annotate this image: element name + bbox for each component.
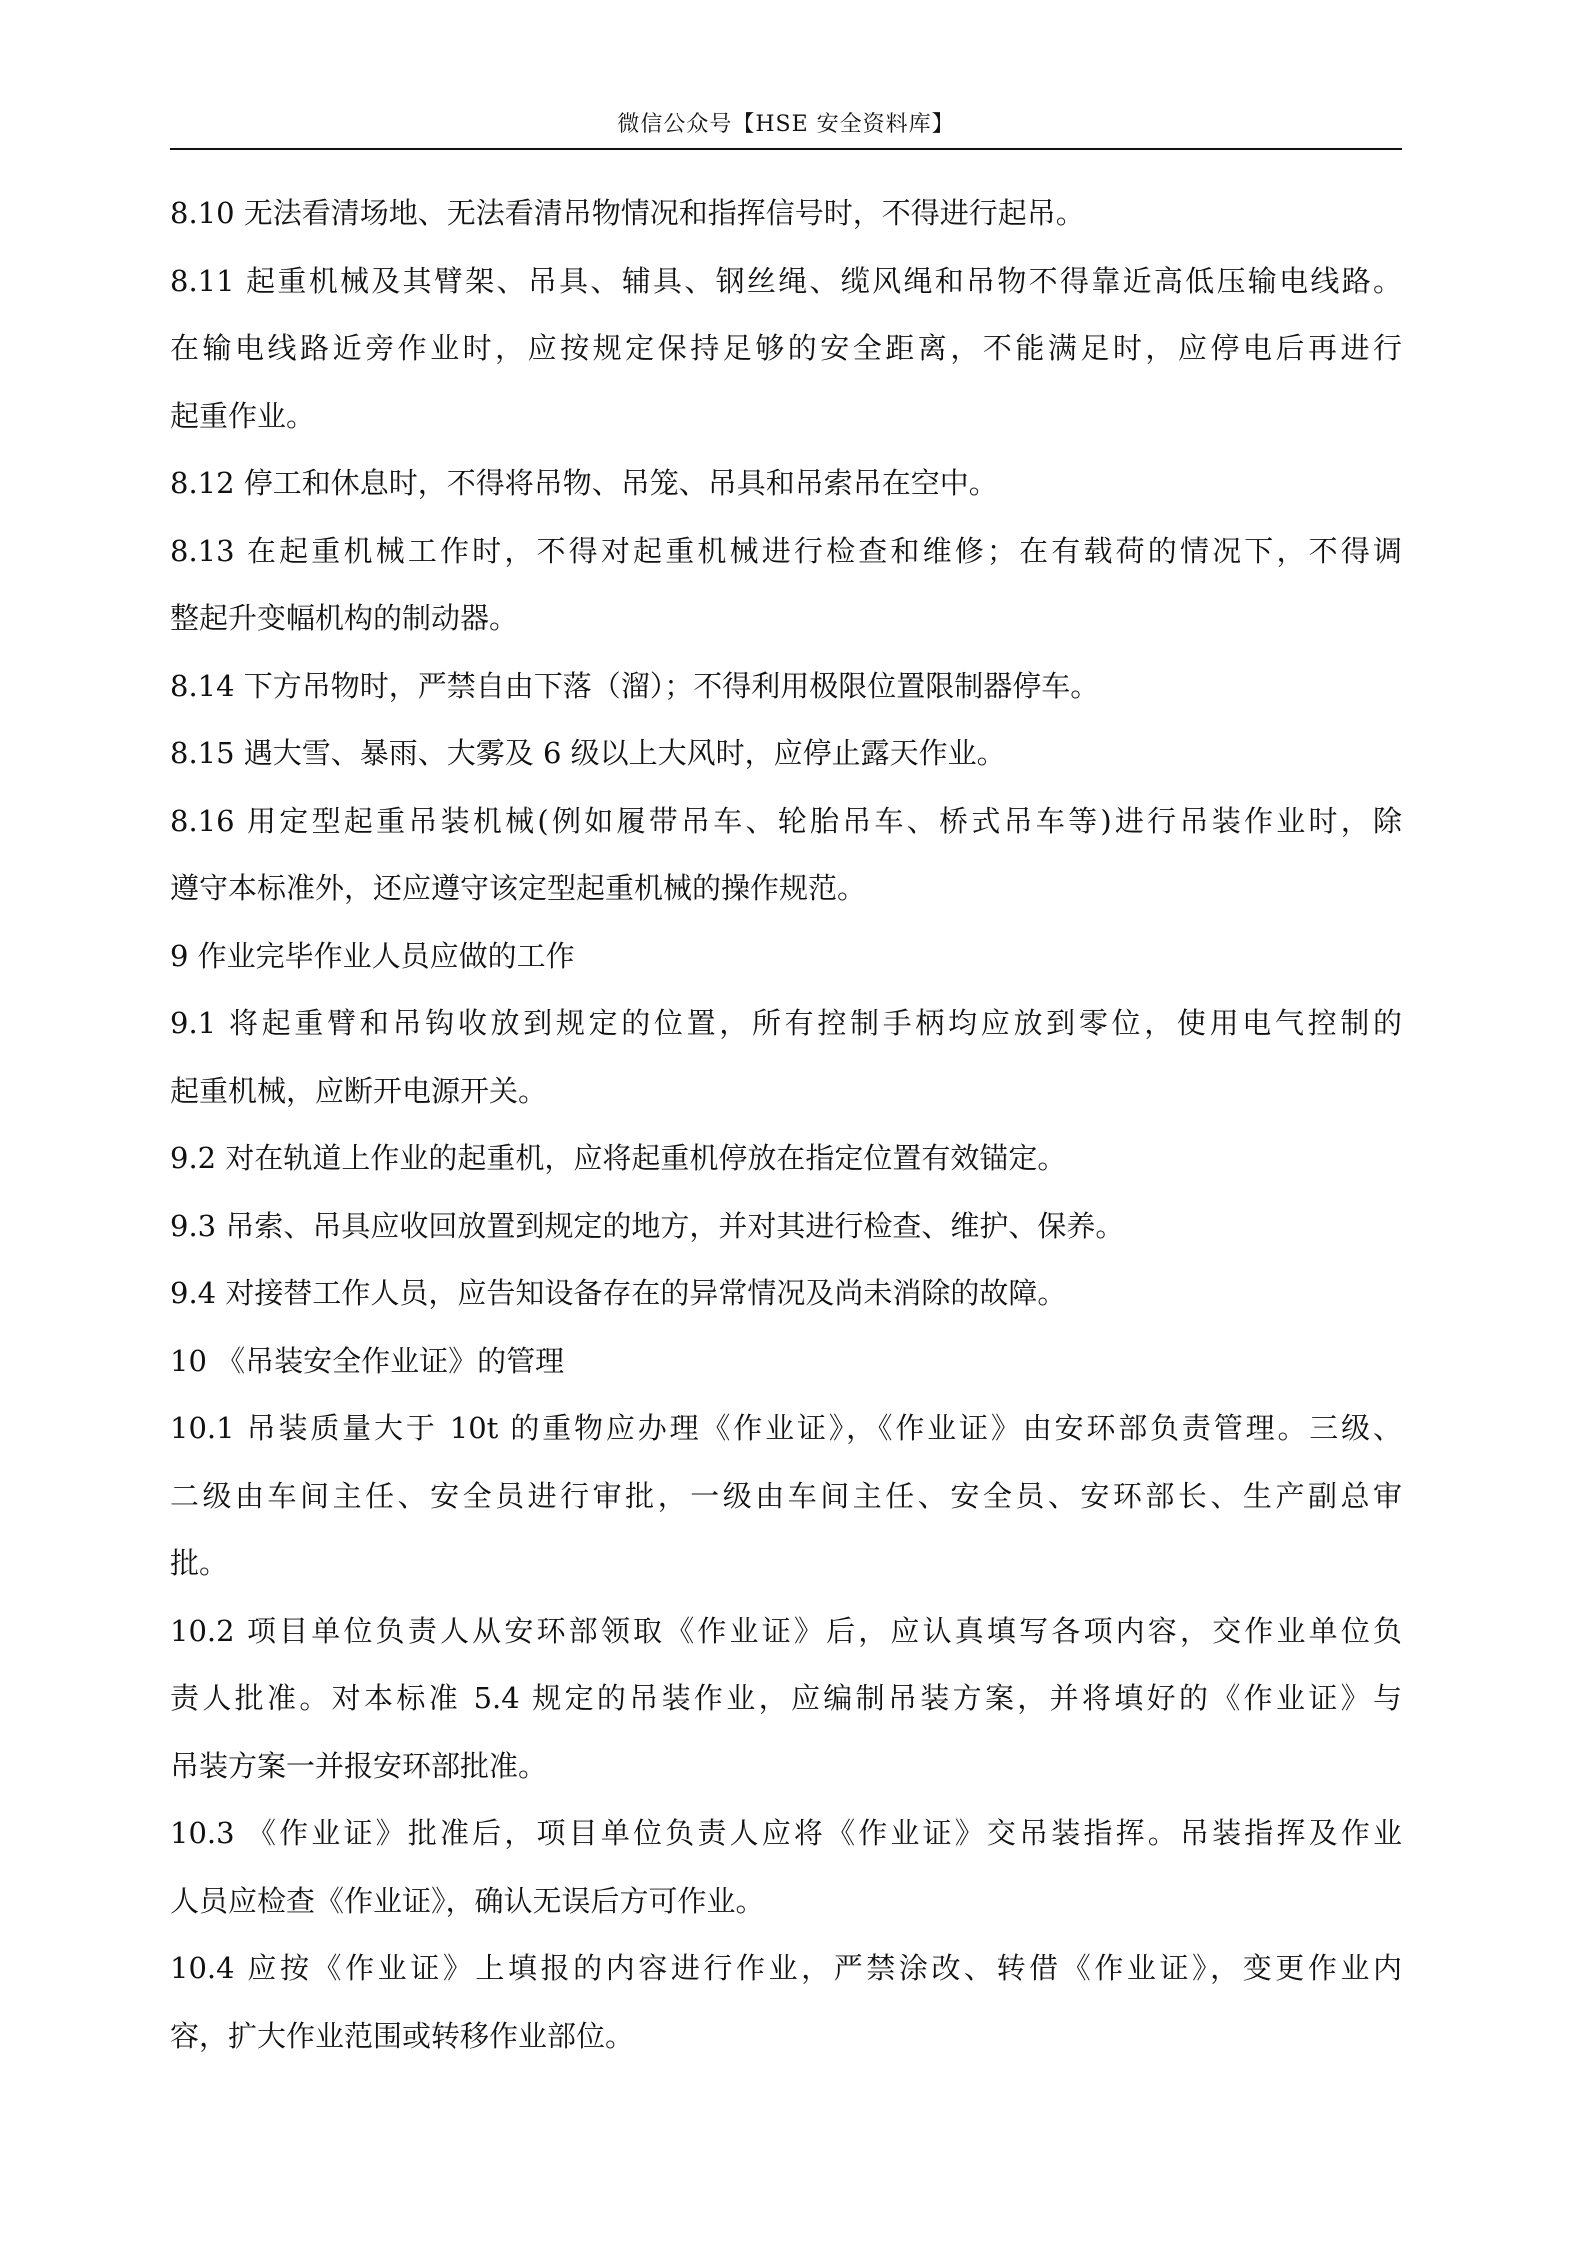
text-line-22: 10.2 项目单位负责人从安环部领取《作业证》后，应认真填写各项内容，交作业单位负	[170, 1613, 1402, 1648]
text-line-16: 9.3 吊索、吊具应收回放置到规定的地方，并对其进行检查、维护、保养。	[170, 1208, 1125, 1243]
text-line-19: 10.1 吊装质量大于 10t 的重物应办理《作业证》，《作业证》由安环部负责管理。三级、	[170, 1411, 1402, 1445]
text-line-24: 吊装方案一并报安环部批准。	[170, 1748, 548, 1783]
section-heading-10: 10 《吊装安全作业证》的管理	[170, 1343, 565, 1378]
section-heading-9: 9 作业完毕作业人员应做的工作	[170, 938, 575, 973]
text-line-6: 8.13 在起重机械工作时，不得对起重机械进行检查和维修；在有载荷的情况下，不得调	[170, 533, 1402, 568]
text-line-3: 在输电线路近旁作业时，应按规定保持足够的安全距离，不能满足时，应停电后再进行	[170, 331, 1402, 365]
text-line-1: 8.10 无法看清场地、无法看清吊物情况和指挥信号时，不得进行起吊。	[170, 196, 1085, 230]
text-line-10: 8.16 用定型起重吊装机械(例如履带吊车、轮胎吊车、桥式吊车等)进行吊装作业时，除	[170, 803, 1402, 838]
text-line-27: 10.4 应按《作业证》上填报的内容进行作业，严禁涂改、转借《作业证》，变更作业内	[170, 1951, 1402, 1985]
text-line-28: 容，扩大作业范围或转移作业部位。	[170, 2018, 635, 2053]
text-line-17: 9.4 对接替工作人员，应告知设备存在的异常情况及尚未消除的故障。	[170, 1276, 1067, 1310]
text-line-5: 8.12 停工和休息时，不得将吊物、吊笼、吊具和吊索吊在空中。	[170, 466, 998, 500]
text-line-4: 起重作业。	[170, 398, 316, 433]
text-line-13: 9.1 将起重臂和吊钩收放到规定的位置，所有控制手柄均应放到零位，使用电气控制的	[170, 1006, 1402, 1040]
header-divider	[170, 148, 1402, 150]
text-line-23: 责人批准。对本标准 5.4 规定的吊装作业，应编制吊装方案，并将填好的《作业证》与	[170, 1681, 1402, 1715]
document-body	[170, 180, 1402, 2070]
page-header: 微信公众号【HSE 安全资料库】	[617, 112, 955, 137]
text-line-15: 9.2 对在轨道上作业的起重机，应将起重机停放在指定位置有效锚定。	[170, 1141, 1067, 1175]
text-line-9: 8.15 遇大雪、暴雨、大雾及 6 级以上大风时，应停止露天作业。	[170, 736, 1006, 770]
text-line-7: 整起升变幅机构的制动器。	[170, 601, 519, 635]
text-line-8: 8.14 下方吊物时，严禁自由下落（溜）；不得利用极限位置限制器停车。	[170, 668, 1100, 703]
text-line-20: 二级由车间主任、安全员进行审批，一级由车间主任、安全员、安环部长、生产副总审	[170, 1478, 1402, 1513]
text-line-26: 人员应检查《作业证》，确认无误后方可作业。	[170, 1883, 765, 1918]
text-line-2: 8.11 起重机械及其臂架、吊具、辅具、钢丝绳、缆风绳和吊物不得靠近高低压输电线路。	[170, 263, 1402, 298]
text-line-21: 批。	[170, 1546, 229, 1580]
text-line-11: 遵守本标准外，还应遵守该定型起重机械的操作规范。	[170, 871, 867, 905]
text-line-25: 10.3 《作业证》批准后，项目单位负责人应将《作业证》交吊装指挥。吊装指挥及作业	[170, 1816, 1402, 1850]
text-line-14: 起重机械，应断开电源开关。	[170, 1073, 548, 1108]
